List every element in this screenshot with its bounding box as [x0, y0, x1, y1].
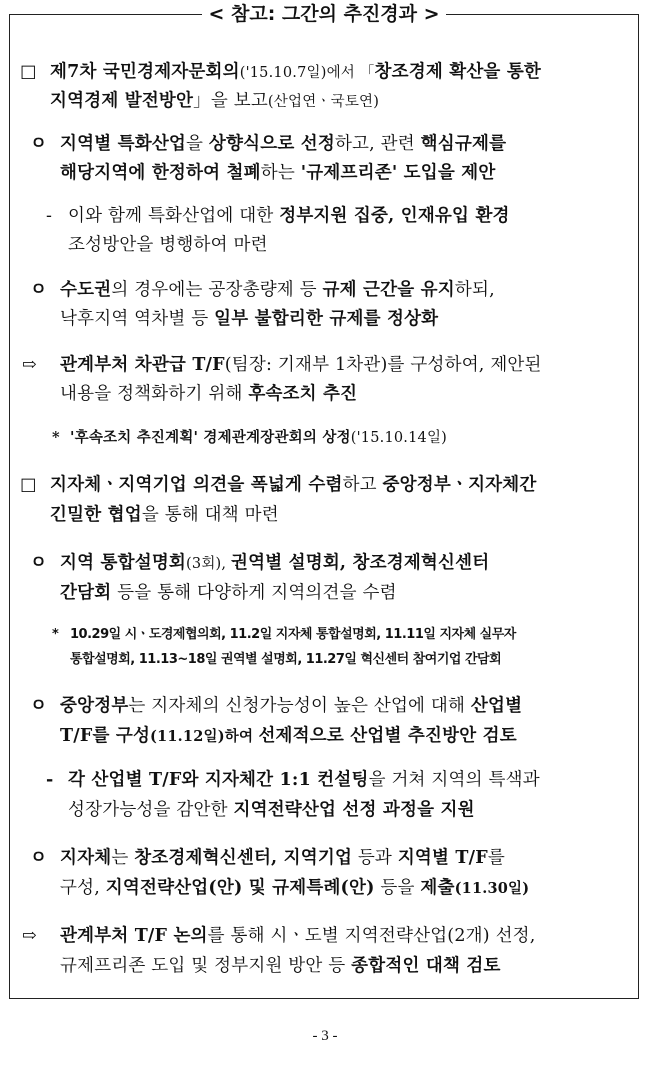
bullet-circle-icon: ㅇ — [30, 134, 48, 154]
title-wrapper — [10, 1, 638, 27]
s2-dash1-line2: 성장가능성을 감안한 지역전략산업 선정 과정을 지원 — [68, 800, 475, 820]
bullet-dash-icon: - — [46, 770, 54, 790]
s1-dash1-line2: 조성방안을 병행하여 마련 — [68, 235, 268, 255]
s1-circle1-line2: 해당지역에 한정하여 철폐하는 '규제프리존' 도입을 제안 — [60, 163, 496, 183]
s1-line1: □ 제7차 국민경제자문회의('15.10.7일)에서 「창조경제 확산을 통한 — [20, 59, 541, 87]
s1-circle2-line2: 낙후지역 역차별 등 일부 불합리한 규제를 정상화 — [60, 309, 439, 329]
page-number: - 3 - — [312, 1028, 338, 1044]
bullet-circle-icon: ㅇ — [30, 696, 48, 716]
s2-circle1-line2: 간담회 등을 통해 다양하게 지역의견을 수렴 — [60, 583, 397, 603]
s2-circle3-line2: 구성, 지역전략산업(안) 및 규제특례(안) 등을 제출(11.30일) — [60, 878, 530, 898]
s2-line1: □ 지자체ㆍ지역기업 의견을 폭넓게 수렴하고 중앙정부ㆍ지자체간 — [20, 472, 537, 499]
s2-circle2-line1: ㅇ 중앙정부는 지자체의 신청가능성이 높은 산업에 대해 산업별 — [30, 693, 522, 720]
s1-line2: 지역경제 발전방안」을 보고(산업연ㆍ국토연) — [50, 91, 380, 111]
s1-circle2-line1: ㅇ 수도권의 경우에는 공장총량제 등 규제 근간을 유지하되, — [30, 277, 495, 304]
s2-line2: 긴밀한 협업을 통해 대책 마련 — [50, 505, 279, 525]
s2-circle3-line1: ㅇ 지자체는 창조경제혁신센터, 지역기업 등과 지역별 T/F를 — [30, 845, 505, 872]
s1-arrow-line2: 내용을 정책화하기 위해 후속조치 추진 — [60, 384, 358, 404]
s2-arrow-line1: ⇨ 관계부처 T/F 논의를 통해 시ㆍ도별 지역전략산업(2개) 선정, — [22, 923, 536, 950]
s1-circle1-line1: ㅇ 지역별 특화산업을 상향식으로 선정하고, 관련 핵심규제를 — [30, 131, 506, 158]
asterisk-icon: * — [52, 429, 60, 446]
s2-note-line2: 통합설명회, 11.13~18일 권역별 설명회, 11.27일 혁신센터 참여기업 간담회 — [70, 652, 502, 667]
bullet-circle-icon: ㅇ — [30, 553, 48, 573]
s2-note-line1: * 10.29일 시ㆍ도경제협의회, 11.2일 지자체 통합설명회, 11.11일 지자체 실무자 — [52, 621, 516, 648]
asterisk-icon: * — [52, 627, 59, 642]
s2-arrow-line2: 규제프리존 도입 및 정부지원 방안 등 종합적인 대책 검토 — [60, 956, 501, 976]
s1-arrow-line1: ⇨ 관계부처 차관급 T/F(팀장: 기재부 1차관)를 구성하여, 제안된 — [22, 352, 542, 379]
section-title: < 참고: 그간의 추진경과 > — [202, 1, 445, 27]
bullet-dash-icon: - — [46, 206, 53, 226]
checkbox-square-icon: □ — [20, 475, 37, 495]
s1-meeting: 제7차 국민경제자문회의 — [50, 62, 240, 82]
s2-circle2-line2: T/F를 구성(11.12일)하여 선제적으로 산업별 추진방안 검토 — [60, 726, 517, 746]
checkbox-square-icon: □ — [20, 62, 37, 82]
arrow-right-icon: ⇨ — [22, 355, 37, 375]
s2-dash1-line1: - 각 산업별 T/F와 지자체간 1:1 컨설팅을 거쳐 지역의 특색과 — [46, 767, 540, 794]
bullet-circle-icon: ㅇ — [30, 280, 48, 300]
arrow-right-icon: ⇨ — [22, 926, 37, 946]
s1-dash1-line1: - 이와 함께 특화산업에 대한 정부지원 집중, 인재유입 환경 — [46, 203, 510, 230]
s1-note: * '후속조치 추진계획' 경제관계장관회의 상정('15.10.14일) — [52, 424, 447, 452]
s2-circle1-line1: ㅇ 지역 통합설명회(3회), 권역별 설명회, 창조경제혁신센터 — [30, 550, 489, 578]
bullet-circle-icon: ㅇ — [30, 848, 48, 868]
